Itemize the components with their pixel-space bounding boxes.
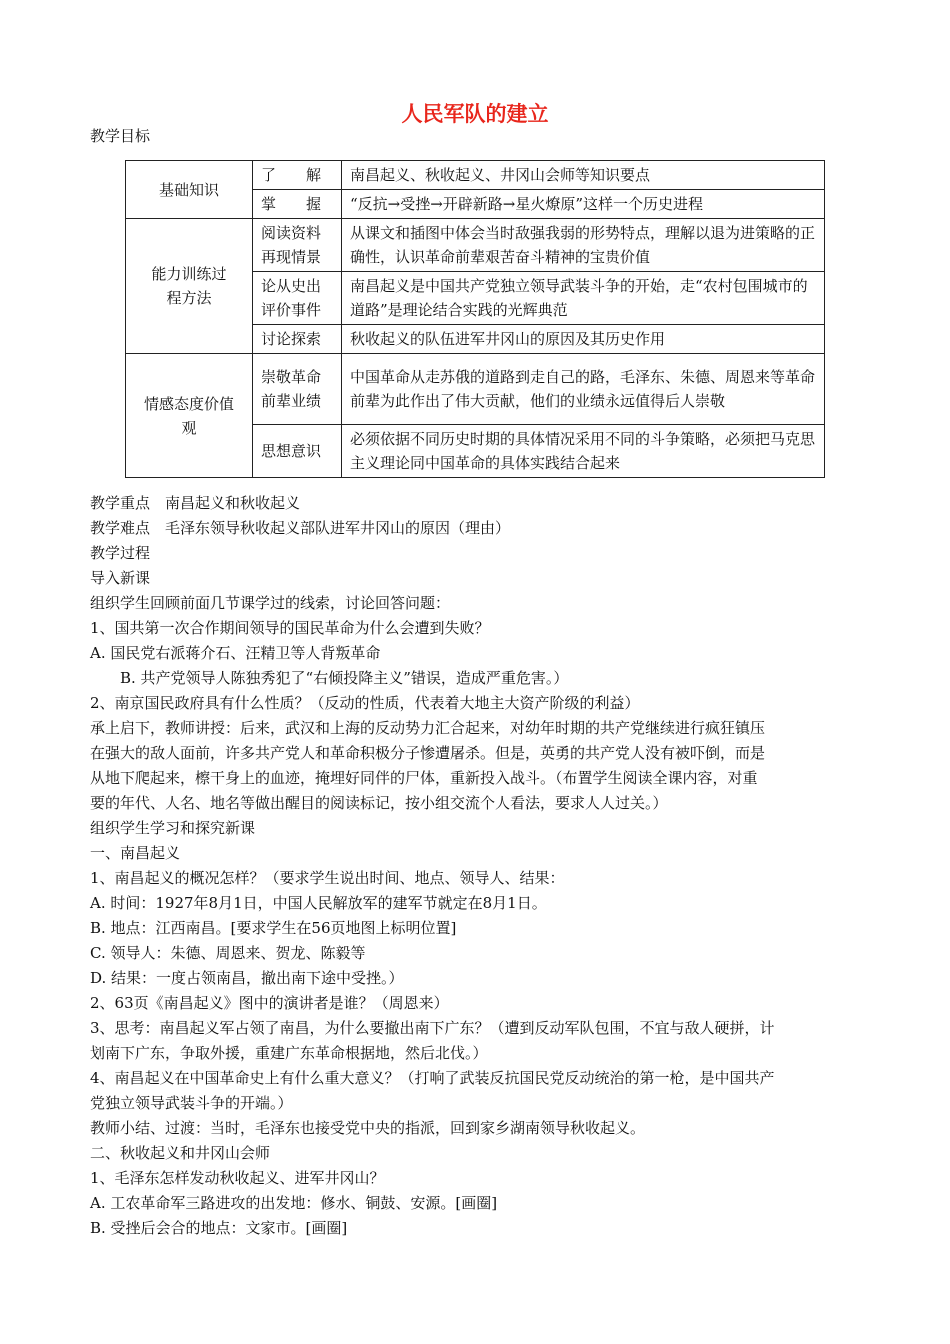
content-cell: 从课文和插图中体会当时敌强我弱的形势特点，理解以退为进策略的正确性，认识革命前辈艰苦奋斗精神的宝贵价值: [342, 219, 825, 272]
objectives-table: [125, 160, 825, 478]
page-title: 人民军队的建立: [401, 102, 549, 126]
content-cell: 秋收起义的队伍进军井冈山的原因及其历史作用: [342, 325, 825, 354]
category-cell: 情感态度价值观: [126, 354, 253, 478]
item-cell: 阅读资料再现情景: [253, 219, 342, 272]
item-cell: 讨论探索: [253, 325, 342, 354]
question-line: 3、思考：南昌起义军占领了南昌，为什么要撤出南下广东？（遭到反动军队包围，不宜与敌人硬拼，计: [90, 1019, 775, 1037]
question-line: 2、63页《南昌起义》图中的演讲者是谁？（周恩来）: [90, 994, 449, 1012]
section-heading: 组织学生学习和探究新课: [90, 819, 256, 837]
table-row: [126, 161, 825, 190]
content-cell: 必须依据不同历史时期的具体情况采用不同的斗争策略，必须把马克思主义理论同中国革命的具体实践结合起来: [342, 425, 825, 478]
key-point-line: 教学重点 南昌起义和秋收起义: [90, 494, 301, 512]
category-cell: 基础知识: [126, 161, 253, 219]
question-line: 划南下广东，争取外援，重建广东革命根据地，然后北伐。）: [90, 1044, 488, 1062]
content-cell: 南昌起义是中国共产党独立领导武装斗争的开始，走“农村包围城市的道路”是理论结合实践的光辉典范: [342, 272, 825, 325]
paragraph-line: 要的年代、人名、地名等做出醒目的阅读标记，按小组交流个人看法，要求人人过关。）: [90, 794, 668, 812]
paragraph-line: 在强大的敌人面前，许多共产党人和革命积极分子惨遭屠杀。但是，英勇的共产党人没有被吓倒，而是: [90, 744, 766, 762]
item-cell: 了 解: [253, 161, 342, 190]
paragraph-line: 从地下爬起来，檫干身上的血迹，掩埋好同伴的尸体，重新投入战斗。（布置学生阅读全课内容，对重: [90, 769, 758, 787]
section-heading: 导入新课: [90, 569, 151, 587]
table-row: [126, 219, 825, 272]
answer-line: B. 共产党领导人陈独秀犯了“右倾投降主义”错误，造成严重危害。）: [120, 669, 569, 687]
answer-line: B. 受挫后会合的地点：文家市。[画圈]: [90, 1219, 348, 1237]
answer-line: A. 时间：1927年8月1日，中国人民解放军的建军节就定在8月1日。: [90, 894, 547, 912]
text-line: 教师小结、过渡：当时，毛泽东也接受党中央的指派，回到家乡湖南领导秋收起义。: [90, 1119, 646, 1137]
table-row: [126, 354, 825, 425]
category-cell: 能力训练过程方法: [126, 219, 253, 354]
difficult-point-line: 教学难点 毛泽东领导秋收起义部队进军井冈山的原因（理由）: [90, 519, 511, 537]
text-line: 组织学生回顾前面几节课学过的线索，讨论回答问题：: [90, 594, 451, 612]
item-cell: 掌 握: [253, 190, 342, 219]
question-line: 4、南昌起义在中国革命史上有什么重大意义？（打响了武装反抗国民党反动统治的第一枪，是中国共产: [90, 1069, 775, 1087]
question-line: 1、毛泽东怎样发动秋收起义、进军井冈山？: [90, 1169, 385, 1187]
question-line: 1、国共第一次合作期间领导的国民革命为什么会遭到失败？: [90, 619, 490, 637]
section-heading: 教学过程: [90, 544, 151, 562]
answer-line: D. 结果：一度占领南昌，撤出南下途中受挫。）: [90, 969, 404, 987]
answer-line: B. 地点：江西南昌。[要求学生在56页地图上标明位置]: [90, 919, 457, 937]
section-heading: 一、南昌起义: [90, 844, 181, 862]
paragraph-line: 承上启下，教师讲授：后来，武汉和上海的反动势力汇合起来，对幼年时期的共产党继续进行疯狂镇压: [90, 719, 766, 737]
content-cell: 南昌起义、秋收起义、井冈山会师等知识要点: [342, 161, 825, 190]
item-cell: 崇敬革命前辈业绩: [253, 354, 342, 425]
content-cell: 中国革命从走苏俄的道路到走自己的路，毛泽东、朱德、周恩来等革命前辈为此作出了伟大贡献，他们的业绩永远值得后人崇敬: [342, 354, 825, 425]
question-line: 党独立领导武装斗争的开端。）: [90, 1094, 293, 1112]
answer-line: A. 工农革命军三路进攻的出发地：修水、铜鼓、安源。[画圈]: [90, 1194, 498, 1212]
question-line: 1、南昌起义的概况怎样？（要求学生说出时间、地点、领导人、结果：: [90, 869, 565, 887]
objectives-heading: 教学目标: [90, 127, 151, 145]
content-cell: “反抗→受挫→开辟新路→星火燎原”这样一个历史进程: [342, 190, 825, 219]
item-cell: 论从史出评价事件: [253, 272, 342, 325]
answer-line: C. 领导人：朱德、周恩来、贺龙、陈毅等: [90, 944, 366, 962]
item-cell: 思想意识: [253, 425, 342, 478]
section-heading: 二、秋收起义和井冈山会师: [90, 1144, 271, 1162]
answer-line: A. 国民党右派蒋介石、汪精卫等人背叛革命: [90, 644, 381, 662]
question-line: 2、南京国民政府具有什么性质？（反动的性质，代表着大地主大资产阶级的利益）: [90, 694, 640, 712]
